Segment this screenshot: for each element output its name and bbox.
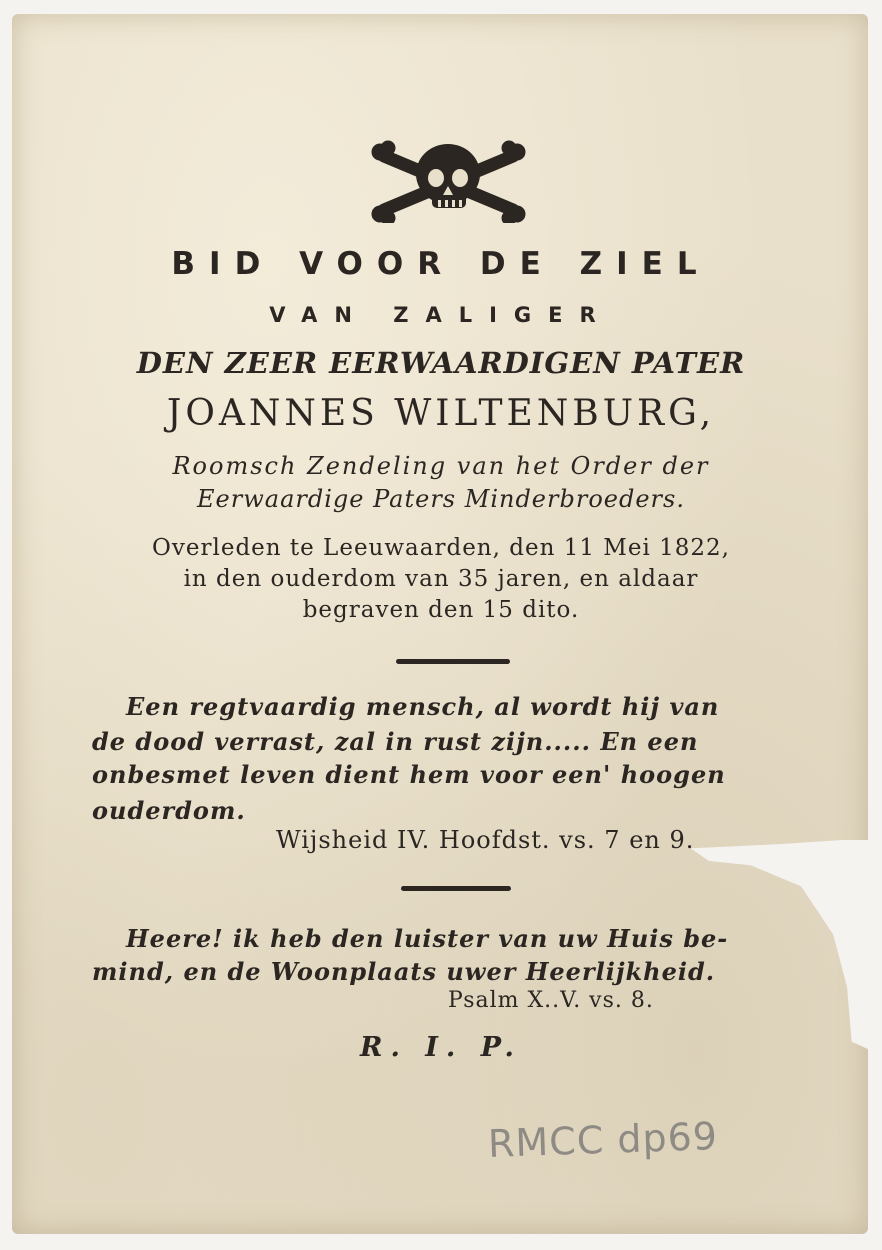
divider — [396, 659, 510, 664]
death-line-1: Overleden te Leeuwaarden, den 11 Mei 1822, — [152, 535, 730, 561]
death-line-3: begraven den 15 dito. — [302, 597, 580, 623]
death-line-2: in den ouderdom van 35 jaren, en aldaar — [183, 566, 699, 592]
quote-line: ouderdom. — [92, 796, 246, 825]
quote-line: Een regtvaardig mensch, al wordt hij van — [126, 692, 720, 721]
psalm-line: Heere! ik heb den luister van uw Huis be- — [126, 924, 729, 953]
pencil-annotation: RMCC dp69 — [487, 1114, 719, 1166]
psalm-reference: Psalm X..V. vs. 8. — [448, 988, 654, 1013]
deceased-name: JOANNES WILTENBURG, — [166, 393, 716, 434]
quote-line: de dood verrast, zal in rust zijn..... En een — [92, 727, 699, 756]
title-line: DEN ZEER EERWAARDIGEN PATER — [136, 346, 746, 380]
quote-line: onbesmet leven dient hem voor een' hoogen — [92, 760, 726, 789]
skull-crossbones-icon — [366, 138, 531, 223]
heading: BID VOOR DE ZIEL — [171, 246, 711, 282]
role-line-1: Roomsch Zendeling van het Order der — [172, 452, 710, 480]
role-line-2: Eerwaardige Paters Minderbroeders. — [197, 485, 685, 513]
quote-reference: Wijsheid IV. Hoofdst. vs. 7 en 9. — [276, 826, 695, 854]
psalm-line: mind, en de Woonplaats uwer Heerlijkheid. — [92, 957, 716, 986]
rip-closing: R. I. P. — [360, 1032, 522, 1063]
divider — [401, 886, 511, 891]
subheading: VAN ZALIGER — [269, 303, 613, 327]
